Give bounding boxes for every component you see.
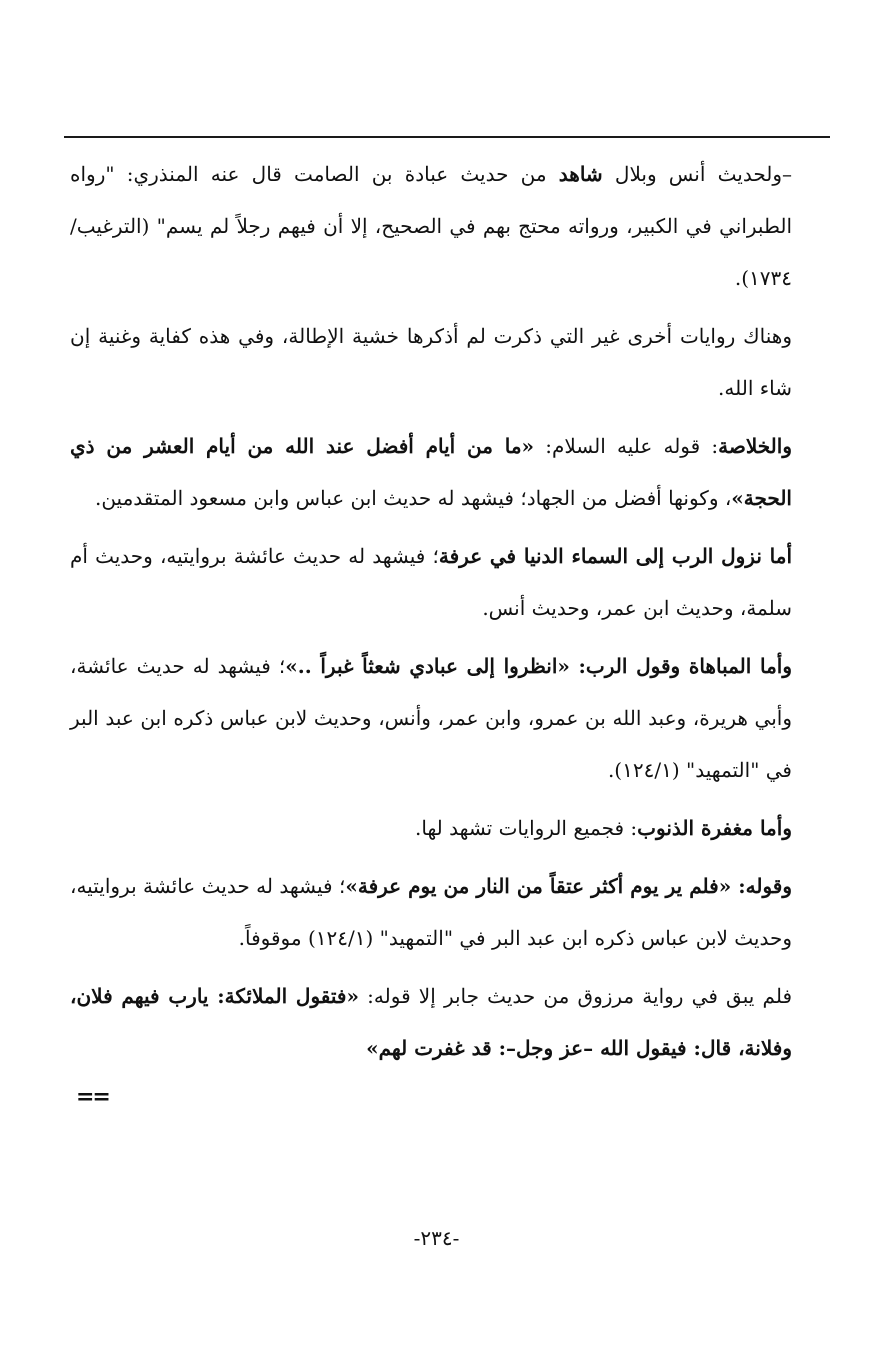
bold-text-segment: شاهد xyxy=(558,162,603,186)
bold-text-segment: أما نزول الرب إلى السماء الدنيا في عرفة xyxy=(438,544,792,568)
text-segment: وهناك روايات أخرى غير التي ذكرت لم أذكرها خشية الإطالة، وفي هذه كفاية وغنية إن شاء الله. xyxy=(70,324,792,400)
bold-text-segment: «فتقول الملائكة: يارب فيهم فلان، وفلانة، قال: فيقول الله –عز وجل–: قد غفرت لهم» xyxy=(70,984,792,1060)
paragraph xyxy=(70,420,792,524)
bold-text-segment: «فلم ير يوم أكثر عتقاً من النار من يوم عرفة» xyxy=(345,874,732,898)
header-rule xyxy=(64,136,830,138)
text-segment: –ولحديث أنس وبلال xyxy=(602,162,793,186)
text-segment: من حديث عبادة بن الصامت قال عنه المنذري: "رواه الطبراني في الكبير، ورواته محتج بهم في الصحيح، إلا أن فيهم رجلاً لم يسم" (الترغيب/١٧٣٤). xyxy=(70,162,792,290)
page-number: -٢٣٤- xyxy=(413,1226,460,1250)
bold-text-segment: «ما من أيام أفضل عند الله من أيام العشر من ذي الحجة» xyxy=(70,434,792,510)
paragraph xyxy=(70,970,792,1074)
text-segment: : قوله عليه السلام: xyxy=(534,434,719,458)
paragraph xyxy=(70,310,792,414)
bold-text-segment: «انظروا إلى عبادي شعثاً غبراً ..» xyxy=(285,654,570,678)
paragraph xyxy=(70,530,792,634)
text-segment: ؛ فيشهد له حديث عائشة، وأبي هريرة، وعبد الله بن عمرو، وابن عمر، وأنس، وحديث لابن عباس ذكره ابن عبد البر في "التمهيد" (١٢٤/١). xyxy=(70,654,792,782)
text-segment: فلم يبق في رواية مرزوق من حديث جابر إلا قوله: xyxy=(359,984,793,1008)
text-segment: : فجميع الروايات تشهد لها. xyxy=(415,816,638,840)
bold-text-segment: وأما مغفرة الذنوب xyxy=(637,816,792,840)
text-segment: ؛ فيشهد له حديث عائشة بروايتيه، وحديث أم سلمة، وحديث ابن عمر، وحديث أنس. xyxy=(70,544,792,620)
bold-text-segment: وأما المباهاة وقول الرب: xyxy=(569,654,793,678)
paragraph xyxy=(70,860,792,964)
text-segment: ، وكونها أفضل من الجهاد؛ فيشهد له حديث ابن عباس وابن مسعود المتقدمين. xyxy=(94,486,732,510)
text-segment: ؛ فيشهد له حديث عائشة بروايتيه، وحديث لابن عباس ذكره ابن عبد البر في "التمهيد" (١٢٤/١) موقوفاً. xyxy=(70,874,792,950)
paragraph xyxy=(70,148,792,304)
paragraph xyxy=(70,802,792,854)
end-mark: == xyxy=(76,1084,109,1110)
bold-text-segment: والخلاصة xyxy=(718,434,792,458)
body-text xyxy=(70,148,792,1080)
bold-text-segment: وقوله: xyxy=(731,874,793,898)
paragraph xyxy=(70,640,792,796)
